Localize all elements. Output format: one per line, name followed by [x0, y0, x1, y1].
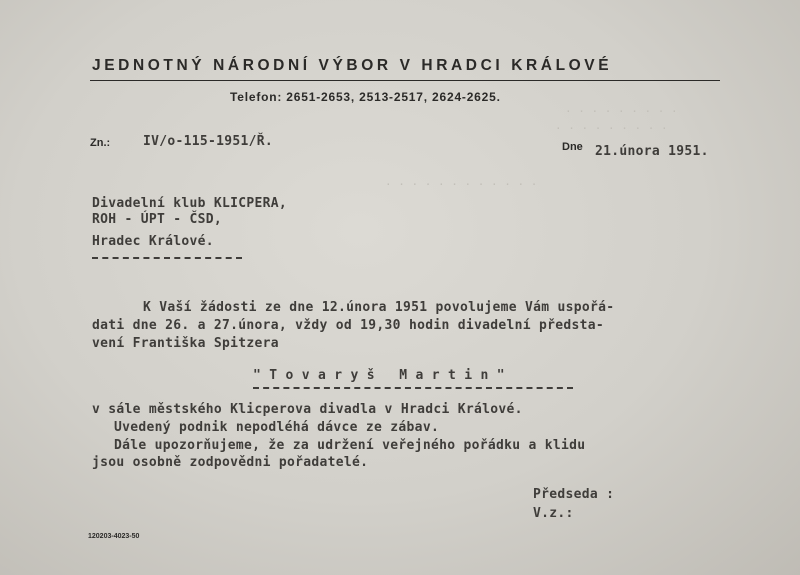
body-line-5: Uvedený podnik nepodléhá dávce ze zábav.	[114, 420, 440, 435]
body-line-1: K Vaší žádosti ze dne 12.února 1951 povolujeme Vám uspořá-	[143, 300, 615, 315]
body-line-3: vení Františka Spitzera	[92, 336, 279, 351]
body-line-2: dati dne 26. a 27.února, vždy od 19,30 hodin divadelní předsta-	[92, 318, 604, 333]
recipient-line-1: Divadelní klub KLICPERA,	[92, 196, 288, 211]
play-title: " T o v a r y š M a r t i n "	[253, 368, 505, 383]
play-title-underline	[253, 387, 573, 389]
bleed-through-text-2: · · · · · · · · ·	[555, 122, 668, 135]
form-code: 120203-4023-50	[88, 533, 140, 540]
reference-label: Zn.:	[90, 137, 111, 149]
date-label: Dne	[562, 141, 583, 153]
recipient-line-2: ROH - ÚPT - ČSD,	[92, 212, 223, 227]
recipient-underline	[92, 257, 242, 259]
signature-proxy: V.z.:	[533, 506, 574, 521]
letterhead-title: JEDNOTNÝ NÁRODNÍ VÝBOR V HRADCI KRÁLOVÉ	[92, 57, 613, 74]
body-line-6: Dále upozorňujeme, že za udržení veřejného pořádku a klidu	[114, 438, 586, 453]
body-line-7: jsou osobně zodpovědni pořadatelé.	[92, 455, 369, 470]
reference-number: IV/o-115-1951/Ř.	[143, 134, 274, 149]
date-value: 21.února 1951.	[595, 144, 709, 159]
bleed-through-text: · · · · · · · · ·	[565, 105, 678, 118]
recipient-line-3: Hradec Králové.	[92, 234, 214, 249]
letterhead-phone: Telefon: 2651-2653, 2513-2517, 2624-2625.	[230, 90, 501, 104]
letterhead-rule	[90, 80, 720, 81]
body-line-4: v sále městského Klicperova divadla v Hradci Králové.	[92, 402, 523, 417]
signature-title: Předseda :	[533, 487, 615, 502]
bleed-through-text-3: · · · · · · · · · · · ·	[385, 178, 538, 191]
